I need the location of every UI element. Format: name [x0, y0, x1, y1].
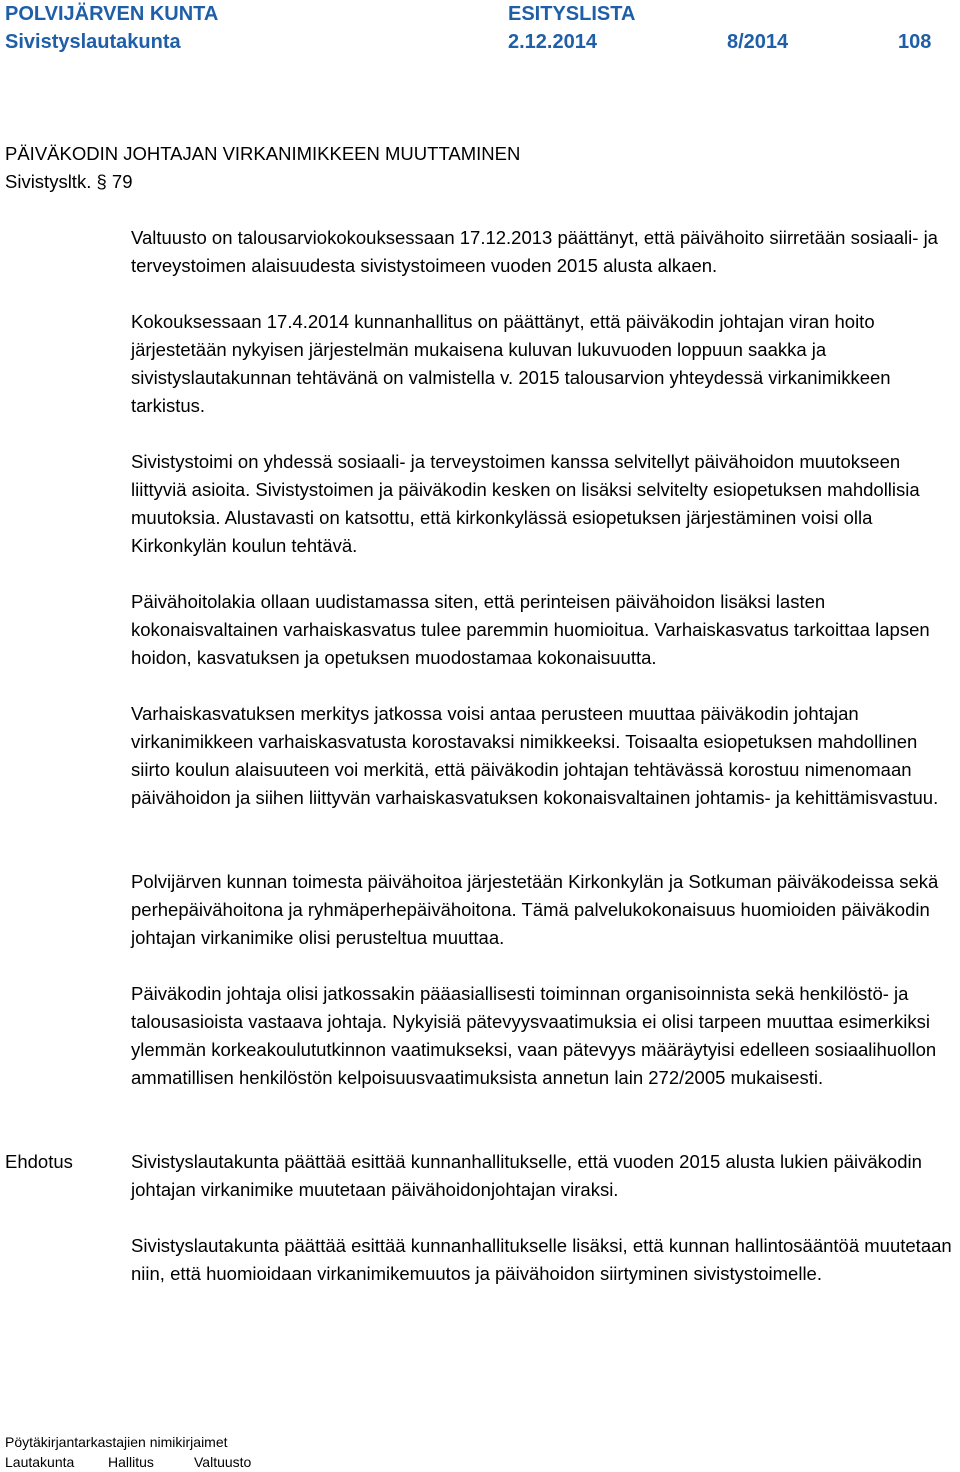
paragraph-2: Kokouksessaan 17.4.2014 kunnanhallitus on päättänyt, että päiväkodin johtajan viran hoito järjestetään nykyisen järjestelmän mukaisena kuluvan lukuvuoden loppuun saakka ja sivistyslautakunnan tehtävänä on valmistella v. 2015 talousarvion yhteydessä virkanimikkeen tarkistus. — [131, 311, 891, 416]
meeting-date: 2.12.2014 — [508, 31, 597, 53]
proposal-label: Ehdotus — [5, 1151, 73, 1172]
paragraph-1: Valtuusto on talousarviokokouksessaan 17.12.2013 päättänyt, että päivähoito siirretään sosiaali- ja terveystoimen alaisuudesta sivistystoimeen vuoden 2015 alusta alkaen. — [131, 227, 938, 276]
paragraph-3: Sivistystoimi on yhdessä sosiaali- ja terveystoimen kanssa selvitellyt päivähoidon muutokseen liittyviä asioita. Sivistystoimen ja päiväkodin kesken on lisäksi selvitelty esiopetuksen mahdollisia muutoksia. Alustavasti on katsottu, että kirkonkylässä esiopetuksen järjestäminen voisi olla Kirkonkylän koulun tehtävä. — [131, 451, 920, 556]
page-number: 108 — [898, 31, 932, 53]
paragraph-6: Polvijärven kunnan toimesta päivähoitoa järjestetään Kirkonkylän ja Sotkuman päiväkodeissa sekä perhepäivähoitona ja ryhmäperhepäivähoitona. Tämä palvelukokonaisuus huomioiden päiväkodin johtajan virkanimike olisi perusteltua muuttaa. — [131, 871, 939, 948]
item-title: PÄIVÄKODIN JOHTAJAN VIRKANIMIKKEEN MUUTTAMINEN — [5, 143, 521, 164]
org-name: POLVIJÄRVEN KUNTA — [5, 3, 219, 25]
footer-body-valtuusto: Valtuusto — [194, 1454, 252, 1470]
committee-name: Sivistyslautakunta — [5, 31, 181, 53]
paragraph-4: Päivähoitolakia ollaan uudistamassa siten, että perinteisen päivähoidon lisäksi lasten kokonaisvaltainen varhaiskasvatus tulee paremmin huomioitua. Varhaiskasvatus tarkoittaa lapsen hoidon, kasvatuksen ja opetuksen muodostamaa kokonaisuutta. — [131, 591, 930, 668]
proposal-paragraph-2: Sivistyslautakunta päättää esittää kunnanhallitukselle lisäksi, että kunnan hallintosääntöä muutetaan niin, että huomioidaan virkanimikemuutos ja päivähoidon siirtyminen sivistystoimelle. — [131, 1235, 952, 1284]
footer-bodies — [5, 1453, 251, 1472]
proposal-paragraph-1: Sivistyslautakunta päättää esittää kunnanhallitukselle, että vuoden 2015 alusta lukien päiväkodin johtajan virkanimike muutetaan päivähoidonjohtajan viraksi. — [131, 1151, 922, 1200]
footer-initials-label: Pöytäkirjantarkastajien nimikirjaimet — [5, 1434, 228, 1450]
footer-body-lautakunta: Lautakunta — [5, 1454, 75, 1470]
footer-body-hallitus: Hallitus — [108, 1454, 154, 1470]
document-type: ESITYSLISTA — [508, 3, 636, 25]
paragraph-5: Varhaiskasvatuksen merkitys jatkossa voisi antaa perusteen muuttaa päiväkodin johtajan virkanimikkeen varhaiskasvatusta korostavaksi nimikkeeksi. Toisaalta esiopetuksen mahdollinen siirto koulun alaisuuteen voi merkitä, että päiväkodin johtajan tehtävässä korostuu nimenomaan päivähoidon ja siihen liittyvän varhaiskasvatuksen kokonaisvaltainen johtamis- ja kehittämisvastuu. — [131, 703, 939, 808]
item-reference: Sivistysltk. § 79 — [5, 171, 133, 192]
paragraph-7: Päiväkodin johtaja olisi jatkossakin pääasiallisesti toiminnan organisoinnista sekä henkilöstö- ja talousasioista vastaava johtaja. Nykyisiä pätevyysvaatimuksia ei olisi tarpeen muuttaa esimerkiksi ylemmän korkeakoulututkinnon vaatimukseksi, vaan pätevyys määräytyisi edelleen sosiaalihuollon ammatillisen henkilöstön kelpoisuusvaatimuksista annetun lain 272/2005 mukaisesti. — [131, 983, 937, 1088]
meeting-number: 8/2014 — [727, 31, 789, 53]
